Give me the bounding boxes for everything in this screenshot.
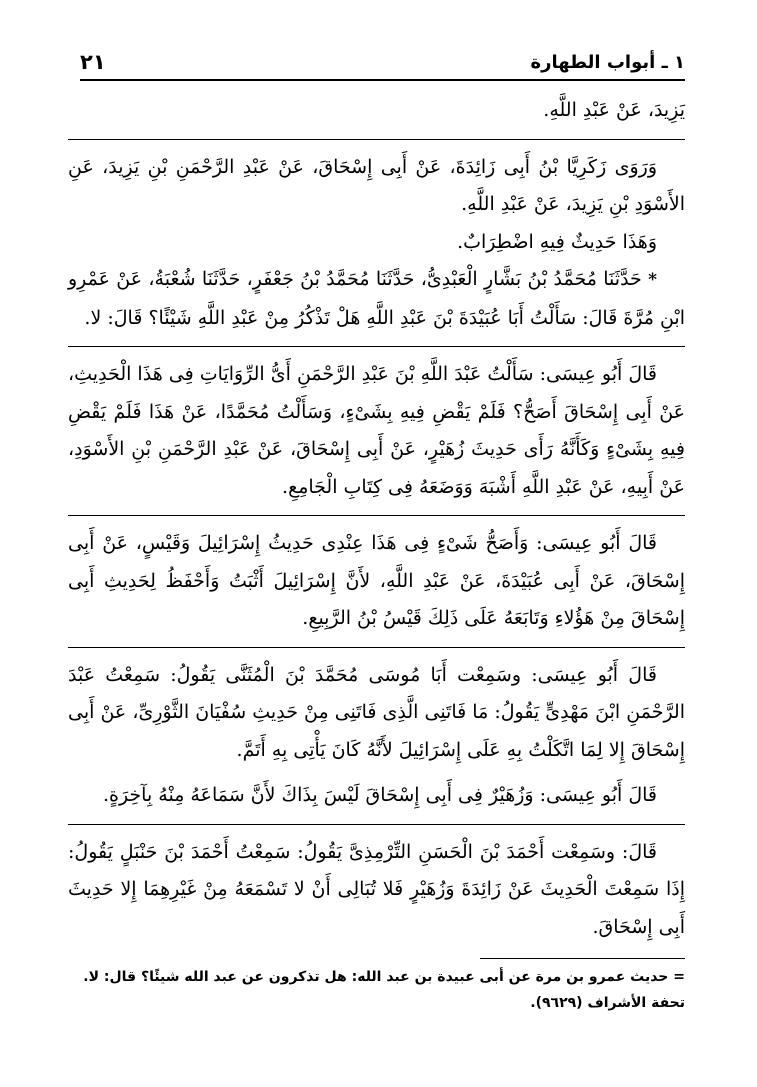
paragraph-3: وَهَذَا حَدِيثٌ فِيهِ اضْطِرَابٌ. <box>457 230 657 253</box>
page-number: ٢١ <box>80 50 106 74</box>
running-header <box>80 50 685 78</box>
paragraph-1: يَزِيدَ، عَنْ عَبْدِ اللَّهِ. <box>543 99 685 121</box>
footnote-line-2: تحفة الأشراف (٩٦٢٩). <box>530 995 685 1011</box>
paragraph-separator <box>68 346 685 347</box>
main-text <box>68 92 685 946</box>
paragraph-4 <box>68 261 685 337</box>
footnote-line-1: = حديث عمرو بن مرة عن أبى عبيدة بن عبد الله: هل تذكرون عن عبد الله شيئًا؟ قال: لا. <box>83 969 685 985</box>
paragraph-4-text: حَدَّثَنَا مُحَمَّدُ بْنُ بَشَّارٍ الْعَبْدِىُّ، حَدَّثَنَا مُحَمَّدُ بْنُ جَعْفَرٍ، حَدَّثَنَا شُعْبَةُ، عَنْ عَمْرِو ابْنِ مُرَّةَ قَالَ: سَأَلْتُ أَبَا عُبَيْدَةَ بْنَ عَبْدِ اللَّهِ هَلْ تَذْكُرُ مِنْ عَبْدِ اللَّهِ شَيْئًا؟ قَالَ: لا. <box>68 268 685 329</box>
paragraph-6: قَالَ أَبُو عِيسَى: وَأَصَحُّ شَىْءٍ فِى هَذَا عِنْدِى حَدِيثُ إِسْرَائِيلَ وَقَيْسٍ، عَنْ أَبِى إِسْحَاقَ، عَنْ أَبِى عُبَيْدَةَ، عَنْ عَبْدِ اللَّهِ، لأَنَّ إِسْرَائِيلَ أَثْبَتُ وَأَحْفَظُ لِحَدِيثِ أَبِى إِسْحَاقَ مِنْ هَؤُلاءِ وَتَابَعَهُ عَلَى ذَلِكَ قَيْسُ بْنُ الرَّبِيعِ. <box>68 532 685 629</box>
header-rule <box>80 79 685 81</box>
paragraph-separator <box>68 515 685 516</box>
footnote <box>72 964 685 1016</box>
paragraph-9: قَالَ: وسَمِعْت أَحْمَدَ بْنَ الْحَسَنِ التِّرْمِذِىَّ يَقُولُ: سَمِعْتُ أَحْمَدَ بْنَ حَنْبَلٍ يَقُولُ: إِذَا سَمِعْتَ الْحَدِيثَ عَنْ زَائِدَةَ وَزُهَيْرٍ فَلا تُبَالِى أَنْ لا تَسْمَعَهُ مِنْ غَيْرِهِمَا إِلا حَدِيثَ أَبِى إِسْحَاقَ. <box>68 840 685 938</box>
paragraph-gap <box>68 769 685 777</box>
paragraph-separator <box>68 647 685 648</box>
paragraph-separator <box>68 139 685 140</box>
hadith-marker: * <box>648 270 657 290</box>
paragraph-7: قَالَ أَبُو عِيسَى: وسَمِعْت أَبَا مُوسَى مُحَمَّدَ بْنَ الْمُثَنَّى يَقُولُ: سَمِعْتُ عَبْدَ الرَّحْمَنِ ابْنَ مَهْدِىٍّ يَقُولُ: مَا فَاتَنِى الَّذِى فَاتَنِى مِنْ حَدِيثِ سُفْيَانَ الثَّوْرِىِّ، عَنْ أَبِى إِسْحَاقَ إِلا لِمَا اتَّكَلْتُ بِهِ عَلَى إِسْرَائِيلَ لأَنَّهُ كَانَ يَأْتِى بِهِ أَتَمَّ. <box>68 663 685 761</box>
paragraph-2: وَرَوَى زَكَرِيَّا بْنُ أَبِى زَائِدَةَ، عَنْ أَبِى إِسْحَاقَ، عَنْ عَبْدِ الرَّحْمَنِ بْنِ يَزِيدَ، عَنِ الأَسْوَدِ بْنِ يَزِيدَ، عَنْ عَبْدِ اللَّهِ. <box>68 155 685 215</box>
paragraph-separator <box>68 824 685 825</box>
footnote-rule <box>480 958 685 959</box>
paragraph-5: قَالَ أَبُو عِيسَى: سَأَلْتُ عَبْدَ اللَّهِ بْنَ عَبْدِ الرَّحْمَنِ أَىُّ الرِّوَايَاتِ فِى هَذَا الْحَدِيثِ، عَنْ أَبِى إِسْحَاقَ أَصَحُّ؟ فَلَمْ يَقْضِ فِيهِ بِشَىْءٍ، وَسَأَلْتُ مُحَمَّدًا، عَنْ هَذَا فَلَمْ يَقْضِ فِيهِ بِشَىْءٍ وَكَأَنَّهُ رَأَى حَدِيثَ زُهَيْرٍ، عَنْ أَبِى إِسْحَاقَ، عَنْ عَبْدِ الرَّحْمَنِ بْنِ الأَسْوَدِ، عَنْ أَبِيهِ، عَنْ عَبْدِ اللَّهِ أَشْبَهَ وَوَضَعَهُ فِى كِتَابِ الْجَامِعِ. <box>68 363 685 498</box>
paragraph-8: قَالَ أَبُو عِيسَى: وَزُهَيْرٌ فِى أَبِى إِسْحَاقَ لَيْسَ بِذَاكَ لأَنَّ سَمَاعَهُ مِنْهُ بِآخِرَةٍ. <box>102 784 657 806</box>
chapter-title: ١ ـ أبواب الطهارة <box>530 52 685 73</box>
